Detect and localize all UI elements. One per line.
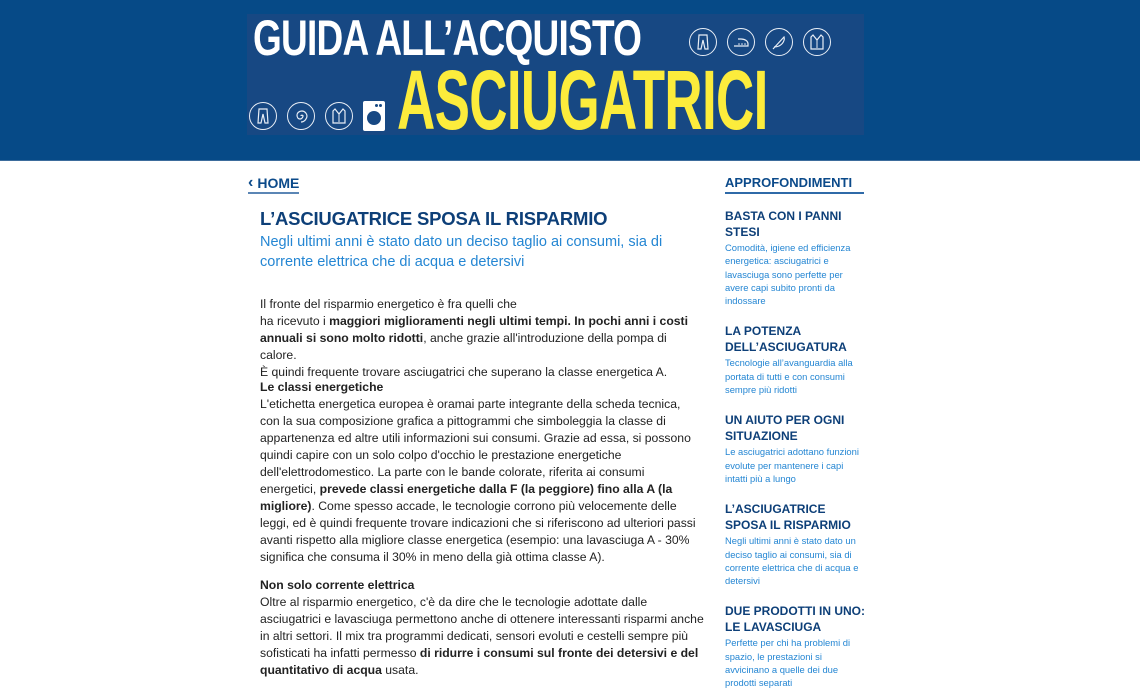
chevron-left-icon: ‹: [248, 174, 254, 191]
section-not-only-electricity: [260, 577, 705, 679]
sidebar-item-aiuto[interactable]: [725, 412, 865, 485]
shirt-icon: [325, 102, 353, 130]
section-text: L'etichetta energetica europea è oramai parte integrante della scheda tecnica, con la sua composizione grafica a pittogrammi che simboleggia la classe di appartenenza ed altre utili informazioni sui consumi. Grazie ad essa, si possono quindi capire con un solo colpo d'occhio le prestazione energetiche dell'elettrodomestico. La parte con le bande colorate, riferita ai consumi energetici,: [260, 397, 691, 496]
section-text: Oltre al risparmio energetico, c'è da dire che le tecnologie adottate dalle asciugatrici e lavasciuga permettono anche di ottenere interessanti risparmi anche in altri settori. Il mix tra programmi dedicati, sensori evoluti e cestelli sempre più sofisticati ha infatti permesso: [260, 595, 704, 660]
shirt-icon: [803, 28, 831, 56]
section-heading: Le classi energetiche: [260, 380, 384, 394]
article-title: L’ASCIUGATRICE SPOSA IL RISPARMIO: [260, 208, 608, 229]
sidebar-item-desc: Negli ultimi anni è stato dato un deciso taglio ai consumi, sia di corrente elettrica che di acqua e detersivi: [725, 535, 859, 587]
site-header: [0, 0, 1140, 161]
sidebar-item-desc: Comodità, igiene ed efficienza energetica: asciugatrici e lavasciuga sono perfette per avere capi subito pronti da indossare: [725, 242, 851, 307]
section-energy-classes: [260, 379, 700, 566]
sidebar-item-lavasciuga[interactable]: [725, 603, 865, 689]
sidebar-item-desc: Tecnologie all’avanguardia alla portata di tutti e con consumi sempre più ridotti: [725, 357, 853, 396]
sidebar-item-panni-stesi[interactable]: [725, 208, 865, 307]
sidebar-item-title[interactable]: DUE PRODOTTI IN UNO: LE LAVASCIUGA: [725, 604, 865, 635]
sidebar-item-title[interactable]: L’ASCIUGATRICE SPOSA IL RISPARMIO: [725, 502, 851, 533]
intro-text: ha ricevuto i: [260, 314, 330, 328]
sidebar-item-title[interactable]: LA POTENZA DELL’ASCIUGATURA: [725, 324, 847, 355]
washing-machine-icon: [363, 101, 385, 131]
home-link[interactable]: [248, 175, 299, 194]
spiral-icon: [287, 102, 315, 130]
sidebar-item-title[interactable]: UN AIUTO PER OGNI SITUAZIONE: [725, 413, 845, 444]
guide-banner: [247, 14, 864, 135]
home-link-label: HOME: [257, 175, 300, 191]
article-subtitle: Negli ultimi anni è stato dato un deciso taglio ai consumi, sia di corrente elettrica che di acqua e detersivi: [260, 234, 663, 270]
sidebar-related: [725, 175, 865, 690]
iron-icon: [727, 28, 755, 56]
section-highlight: di ridurre i consumi sul fronte dei detersivi e del quantitativo di acqua: [260, 646, 699, 677]
section-text: usata.: [381, 663, 419, 677]
intro-highlight: maggiori miglioramenti negli ultimi tempi. In pochi anni i costi annuali si sono molto ridotti: [260, 314, 688, 345]
article-intro: [260, 296, 700, 381]
sidebar-heading: APPROFONDIMENTI: [725, 175, 864, 194]
sidebar-item-potenza[interactable]: [725, 323, 865, 396]
intro-text: È quindi frequente trovare asciugatrici che superano la classe energetica A.: [260, 365, 668, 379]
sidebar-item-title[interactable]: BASTA CON I PANNI STESI: [725, 209, 842, 239]
trousers-icon: [249, 102, 277, 130]
sidebar-item-desc: Le asciugatrici adottano funzioni evolute per mantenere i capi intatti più a lungo: [725, 446, 859, 484]
section-heading: Non solo corrente elettrica: [260, 578, 415, 592]
article: [260, 207, 704, 677]
banner-title-product: ASCIUGATRICI: [397, 53, 768, 135]
sidebar-item-desc: Perfette per chi ha problemi di spazio, le prestazioni si avvicinano a quelle dei due prodotti separati: [725, 637, 851, 689]
sidebar-item-risparmio[interactable]: [725, 501, 865, 587]
banner-title-guide: GUIDA ALL’ACQUISTO: [253, 14, 642, 66]
intro-text: Il fronte del risparmio energetico è fra quelli che: [260, 297, 517, 311]
section-highlight: prevede classi energetiche dalla F (la peggiore) fino alla A (la migliore): [260, 482, 673, 513]
intro-text: , anche grazie all'introduzione della pompa di calore.: [260, 331, 667, 362]
trousers-icon: [689, 28, 717, 56]
feather-icon: [765, 28, 793, 56]
section-text: . Come spesso accade, le tecnologie corrono più velocemente delle leggi, ed è quindi frequente trovare indicazioni che si riferiscono ad ulteriori passi avanti rispetto alla migliore classe energetica (esempio: una lavasciuga A - 30% significa che consuma il 30% in meno della già ottima classe A).: [260, 499, 696, 564]
